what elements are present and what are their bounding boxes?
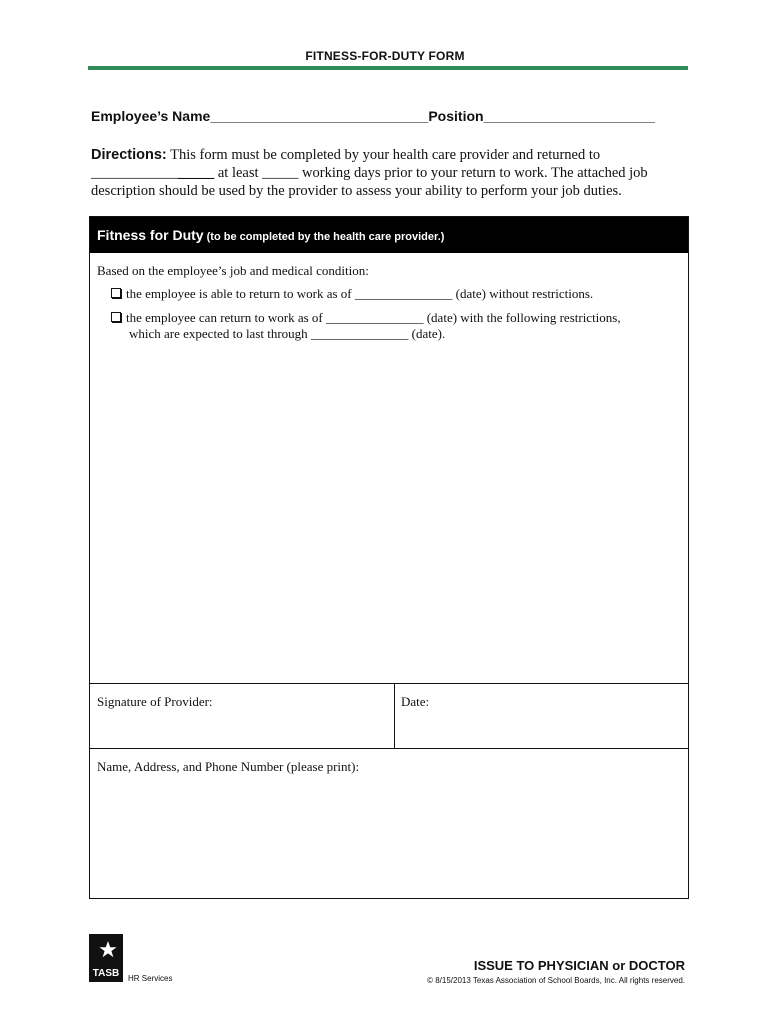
copyright-notice: © 8/15/2013 Texas Association of School Boards, Inc. All rights reserved.: [427, 976, 685, 985]
employee-name-label: Employee’s Name: [91, 108, 211, 124]
directions-text-2: at least _____ working days prior to your return to work. The attached job description should be used by the provider to assess your ability to perform your job duties.: [91, 165, 648, 199]
position-label: Position: [428, 108, 484, 124]
document-title: FITNESS-FOR-DUTY FORM: [305, 49, 465, 63]
option-no-restrictions: [111, 286, 671, 302]
condition-intro: Based on the employee’s job and medical condition:: [97, 263, 369, 278]
fitness-header-subtitle: (to be completed by the health care provider.): [203, 231, 445, 243]
directions: [91, 146, 691, 200]
employee-name-field[interactable]: ____________________________: [210, 108, 429, 124]
no-restrictions-checkbox[interactable]: [111, 288, 121, 298]
date-field[interactable]: Date:: [401, 694, 430, 709]
provider-contact-field[interactable]: Name, Address, and Phone Number (please print):: [97, 759, 360, 774]
option-with-restrictions-text-2: which are expected to last through _______________ (date).: [129, 326, 446, 341]
hr-services-label: HR Services: [128, 974, 173, 983]
directions-label: Directions:: [91, 147, 167, 163]
issue-to-physician: ISSUE TO PHYSICIAN or DOCTOR: [473, 958, 685, 973]
option-with-restrictions: [111, 310, 671, 342]
signature-row: [90, 683, 688, 749]
option-no-restrictions-text: the employee is able to return to work as of _______________ (date) without restrictions.: [126, 286, 594, 301]
signature-divider: [394, 684, 395, 748]
option-with-restrictions-text: the employee can return to work as of _______________ (date) with the following restrictions,: [126, 310, 621, 325]
directions-text: This form must be completed by your health care provider and returned to ____________: [91, 147, 601, 181]
fitness-form-box: [89, 216, 689, 899]
tasb-logo-text: TASB: [92, 968, 120, 979]
tasb-logo-icon: [89, 934, 123, 982]
title-divider: [88, 66, 688, 70]
with-restrictions-checkbox[interactable]: [111, 312, 121, 322]
employee-line: [91, 108, 655, 124]
position-field[interactable]: ______________________: [483, 108, 655, 124]
fitness-header: [90, 217, 688, 253]
fitness-header-title: Fitness for Duty: [97, 227, 204, 243]
return-to-blank[interactable]: _____: [178, 165, 215, 181]
provider-signature-field[interactable]: Signature of Provider:: [97, 694, 213, 709]
